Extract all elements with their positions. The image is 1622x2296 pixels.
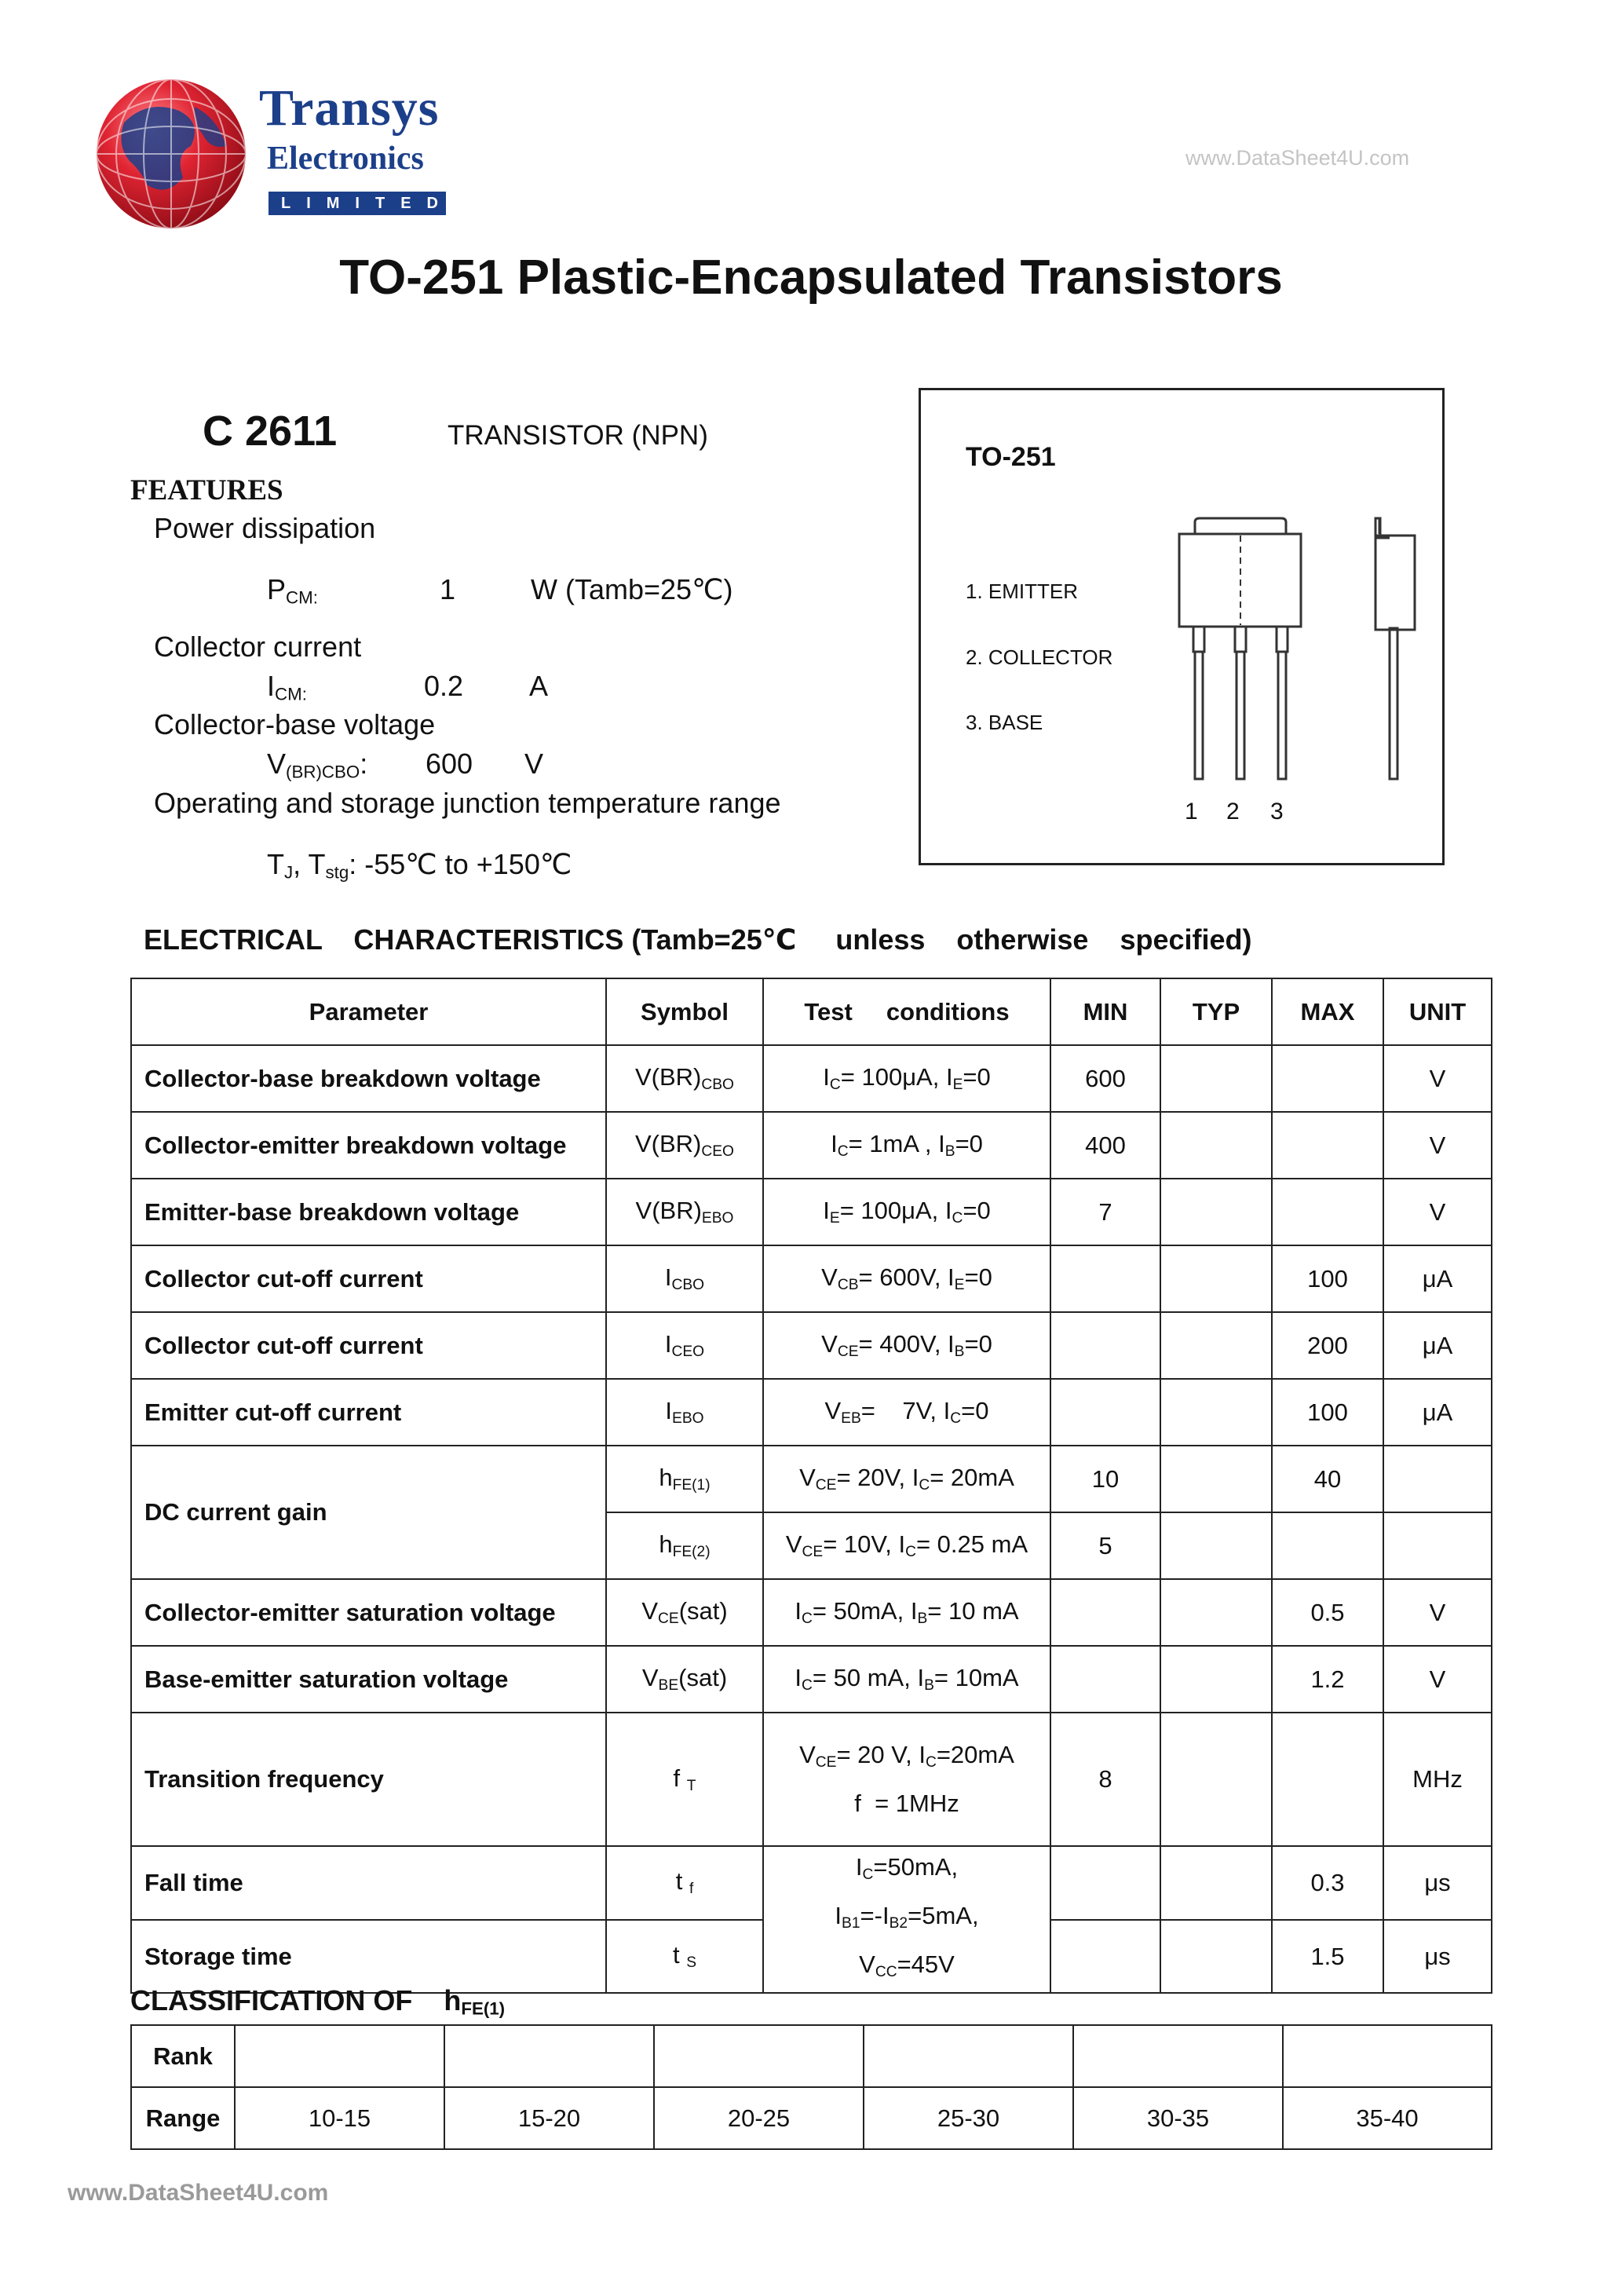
- features-heading: FEATURES: [130, 474, 283, 506]
- conditions-cell: $I_E= 100\mu A$, $I_C=0$: [763, 1179, 1050, 1245]
- min-cell: 400: [1050, 1112, 1160, 1179]
- symbol-cell: $I_{CEO}$: [606, 1312, 763, 1379]
- min-cell: 5: [1050, 1512, 1160, 1579]
- unit-cell: μA: [1383, 1312, 1492, 1379]
- icm-unit: A: [529, 670, 549, 702]
- header-symbol: Symbol: [606, 978, 763, 1045]
- max-cell: [1272, 1112, 1383, 1179]
- conditions-cell: $V_{CE}= 20V$, $I_C= 20mA$: [763, 1446, 1050, 1512]
- rank-cell: [864, 2025, 1073, 2087]
- unit-cell: V: [1383, 1045, 1492, 1112]
- header-conditions: Test conditions: [763, 978, 1050, 1045]
- pin-label-base: 3. BASE: [966, 711, 1043, 734]
- param-cell: DC current gain: [131, 1446, 606, 1579]
- max-cell: 100: [1272, 1379, 1383, 1446]
- symbol-cell: f $_T$: [606, 1713, 763, 1846]
- header-min: MIN: [1050, 978, 1160, 1045]
- package-title: TO-251: [966, 442, 1056, 472]
- vbr-symbol: $V_{(BR)CBO}$:: [267, 748, 368, 782]
- unit-cell: V: [1383, 1179, 1492, 1245]
- max-cell: 100: [1272, 1245, 1383, 1312]
- rank-label: Rank: [131, 2025, 235, 2087]
- conditions-cell: $I_C= 100\mu A$, $I_E=0$: [763, 1045, 1050, 1112]
- header-parameter: Parameter: [131, 978, 606, 1045]
- brand-subtitle: Electronics: [267, 141, 424, 177]
- min-cell: 8: [1050, 1713, 1160, 1846]
- param-cell: Collector-base breakdown voltage: [131, 1045, 606, 1112]
- symbol-cell: $V(BR)_{EBO}$: [606, 1179, 763, 1245]
- unit-cell: μA: [1383, 1245, 1492, 1312]
- symbol-cell: $I_{EBO}$: [606, 1379, 763, 1446]
- conditions-cell: $V_{CE}= 10V$, $I_C= 0.25$ mA: [763, 1512, 1050, 1579]
- symbol-cell: t $_f$: [606, 1846, 763, 1920]
- table-row: [131, 1312, 1492, 1379]
- typ-cell: [1160, 1245, 1272, 1312]
- param-cell: Emitter-base breakdown voltage: [131, 1179, 606, 1245]
- vbr-unit: V: [524, 748, 544, 780]
- symbol-cell: $V_{BE}(sat)$: [606, 1646, 763, 1713]
- electrical-characteristics-title: ELECTRICAL CHARACTERISTICS (Tamb=25℃ unless otherwise specified): [144, 923, 1252, 956]
- unit-cell: μs: [1383, 1920, 1492, 1994]
- param-cell: Fall time: [131, 1846, 606, 1920]
- table-row: [131, 1446, 1492, 1512]
- unit-cell: μA: [1383, 1379, 1492, 1446]
- symbol-cell: t $_S$: [606, 1920, 763, 1994]
- range-cell: 30-35: [1073, 2087, 1283, 2149]
- pcm-value: 1: [440, 573, 456, 605]
- unit-cell: V: [1383, 1112, 1492, 1179]
- param-cell: Collector cut-off current: [131, 1245, 606, 1312]
- min-cell: 600: [1050, 1045, 1160, 1112]
- icm-value: 0.2: [424, 670, 464, 702]
- range-cell: 35-40: [1283, 2087, 1492, 2149]
- param-cell: Collector cut-off current: [131, 1312, 606, 1379]
- conditions-cell: $V_{EB}=$ 7V, $I_C=0$: [763, 1379, 1050, 1446]
- table-row: [131, 1245, 1492, 1312]
- table-row: [131, 1646, 1492, 1713]
- table-row: [131, 1112, 1492, 1179]
- range-row: [131, 2087, 1492, 2149]
- electrical-characteristics-table: [130, 978, 1492, 1994]
- min-cell: 7: [1050, 1179, 1160, 1245]
- brand-limited: LIMITED: [269, 192, 446, 215]
- header-typ: TYP: [1160, 978, 1272, 1045]
- watermark-top[interactable]: www.DataSheet4U.com: [1185, 146, 1410, 170]
- range-cell: 25-30: [864, 2087, 1073, 2149]
- conditions-cell: $I_C= 50mA$, $I_B= 10$ mA: [763, 1579, 1050, 1646]
- table-row: [131, 1379, 1492, 1446]
- param-cell: Emitter cut-off current: [131, 1379, 606, 1446]
- conditions-cell: $V_{CB}= 600V$, $I_E=0$: [763, 1245, 1050, 1312]
- conditions-cell: $I_C=50mA$, $I_{B1}=-I_{B2}=5mA$, $V_{CC}=45V$: [763, 1846, 1050, 1993]
- min-cell: [1050, 1579, 1160, 1646]
- min-cell: [1050, 1245, 1160, 1312]
- max-cell: 0.5: [1272, 1579, 1383, 1646]
- max-cell: [1272, 1713, 1383, 1846]
- rank-cell: [1283, 2025, 1492, 2087]
- typ-cell: [1160, 1846, 1272, 1920]
- min-cell: 10: [1050, 1446, 1160, 1512]
- temperature-range-value: $T_J$, $T_{stg}$: -55℃ to +150℃: [267, 848, 572, 883]
- rank-cell: [444, 2025, 654, 2087]
- typ-cell: [1160, 1312, 1272, 1379]
- param-cell: Base-emitter saturation voltage: [131, 1646, 606, 1713]
- globe-icon: [93, 75, 250, 232]
- rank-cell: [654, 2025, 864, 2087]
- typ-cell: [1160, 1045, 1272, 1112]
- symbol-cell: $h_{FE(1)}$: [606, 1446, 763, 1512]
- pin-label-collector: 2. COLLECTOR: [966, 645, 1113, 669]
- typ-cell: [1160, 1179, 1272, 1245]
- pin-number-2: 2: [1226, 799, 1240, 824]
- header-unit: UNIT: [1383, 978, 1492, 1045]
- typ-cell: [1160, 1446, 1272, 1512]
- table-header-row: [131, 978, 1492, 1045]
- max-cell: [1272, 1512, 1383, 1579]
- pcm-unit: W (Tamb=25℃): [531, 573, 733, 605]
- unit-cell: μs: [1383, 1846, 1492, 1920]
- icm-symbol: $I_{CM:}$: [267, 670, 307, 704]
- range-cell: 10-15: [235, 2087, 444, 2149]
- symbol-cell: $h_{FE(2)}$: [606, 1512, 763, 1579]
- max-cell: 40: [1272, 1446, 1383, 1512]
- typ-cell: [1160, 1379, 1272, 1446]
- max-cell: [1272, 1179, 1383, 1245]
- rank-row: [131, 2025, 1492, 2087]
- collector-current-label: Collector current: [154, 631, 362, 663]
- unit-cell: [1383, 1512, 1492, 1579]
- package-drawing: [1162, 503, 1429, 785]
- pcm-symbol: $P_{CM:}$: [267, 573, 318, 608]
- min-cell: [1050, 1920, 1160, 1994]
- param-cell: Collector-emitter saturation voltage: [131, 1579, 606, 1646]
- part-type: TRANSISTOR (NPN): [448, 420, 708, 451]
- table-row: [131, 1713, 1492, 1846]
- max-cell: 200: [1272, 1312, 1383, 1379]
- classification-title: CLASSIFICATION OF $h_{FE(1)}$: [130, 1984, 506, 2019]
- range-cell: 20-25: [654, 2087, 864, 2149]
- watermark-bottom[interactable]: www.DataSheet4U.com: [68, 2180, 329, 2206]
- symbol-cell: $V(BR)_{CEO}$: [606, 1112, 763, 1179]
- collector-base-voltage-label: Collector-base voltage: [154, 708, 436, 740]
- temperature-range-label: Operating and storage junction temperature range: [154, 787, 781, 819]
- max-cell: 1.2: [1272, 1646, 1383, 1713]
- table-row: [131, 1045, 1492, 1112]
- rank-cell: [235, 2025, 444, 2087]
- brand-name: Transys: [259, 79, 440, 137]
- min-cell: [1050, 1312, 1160, 1379]
- classification-table: [130, 2024, 1492, 2150]
- symbol-cell: $V(BR)_{CBO}$: [606, 1045, 763, 1112]
- conditions-cell: $V_{CE}= 400V$, $I_B=0$: [763, 1312, 1050, 1379]
- table-row: [131, 1846, 1492, 1920]
- param-cell: Transition frequency: [131, 1713, 606, 1846]
- min-cell: [1050, 1646, 1160, 1713]
- typ-cell: [1160, 1512, 1272, 1579]
- typ-cell: [1160, 1579, 1272, 1646]
- typ-cell: [1160, 1713, 1272, 1846]
- vbr-value: 600: [426, 748, 473, 780]
- symbol-cell: $V_{CE}(sat)$: [606, 1579, 763, 1646]
- table-row: [131, 1579, 1492, 1646]
- max-cell: 1.5: [1272, 1920, 1383, 1994]
- rank-cell: [1073, 2025, 1283, 2087]
- unit-cell: V: [1383, 1646, 1492, 1713]
- power-dissipation-label: Power dissipation: [154, 512, 376, 544]
- symbol-cell: $I_{CBO}$: [606, 1245, 763, 1312]
- typ-cell: [1160, 1646, 1272, 1713]
- unit-cell: V: [1383, 1579, 1492, 1646]
- unit-cell: MHz: [1383, 1713, 1492, 1846]
- conditions-cell: $I_C= 50$ mA, $I_B= 10mA$: [763, 1646, 1050, 1713]
- max-cell: 0.3: [1272, 1846, 1383, 1920]
- typ-cell: [1160, 1920, 1272, 1994]
- part-number: C 2611: [203, 408, 338, 455]
- typ-cell: [1160, 1112, 1272, 1179]
- conditions-cell: $I_C= 1mA$ , $I_B=0$: [763, 1112, 1050, 1179]
- min-cell: [1050, 1379, 1160, 1446]
- param-cell: Storage time: [131, 1920, 606, 1994]
- unit-cell: [1383, 1446, 1492, 1512]
- range-cell: 15-20: [444, 2087, 654, 2149]
- pin-number-1: 1: [1185, 799, 1198, 824]
- table-row: [131, 1179, 1492, 1245]
- pin-number-3: 3: [1270, 799, 1284, 824]
- conditions-cell: $V_{CE}= 20$ V, $I_C=20mA$ f = 1MHz: [763, 1713, 1050, 1846]
- page-title: TO-251 Plastic-Encapsulated Transistors: [339, 250, 1283, 305]
- param-cell: Collector-emitter breakdown voltage: [131, 1112, 606, 1179]
- min-cell: [1050, 1846, 1160, 1920]
- pin-label-emitter: 1. EMITTER: [966, 579, 1079, 603]
- max-cell: [1272, 1045, 1383, 1112]
- header-max: MAX: [1272, 978, 1383, 1045]
- range-label: Range: [131, 2087, 235, 2149]
